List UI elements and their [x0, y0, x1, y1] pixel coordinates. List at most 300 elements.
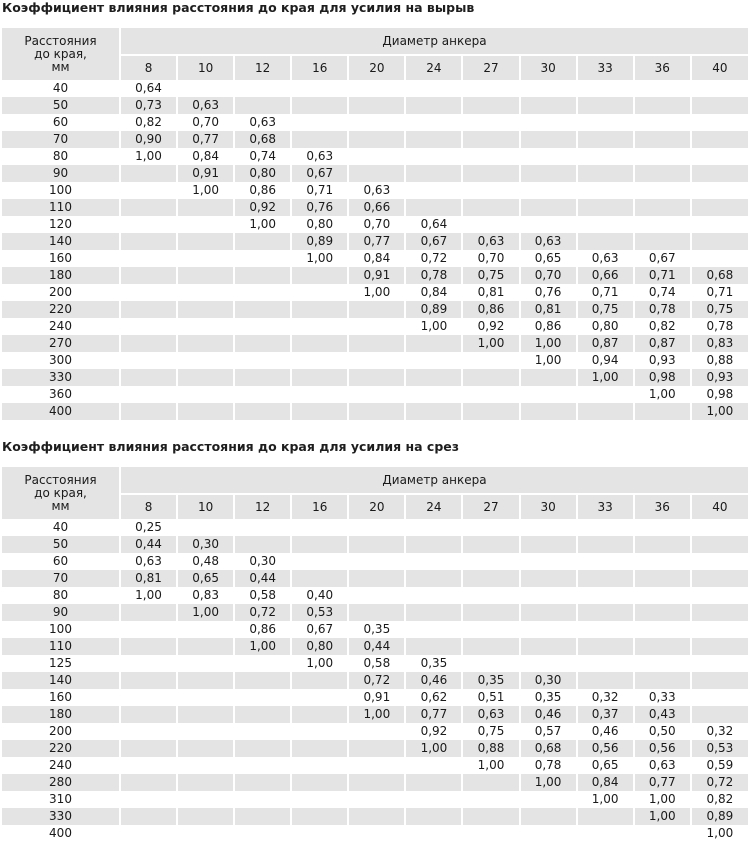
coefficient-cell [577, 403, 634, 420]
coefficient-cell [691, 114, 748, 131]
coefficient-cell [120, 604, 177, 621]
coefficient-cell: 0,75 [462, 723, 519, 740]
coefficient-cell [120, 165, 177, 182]
coefficient-cell [462, 182, 519, 199]
coefficient-cell: 1,00 [462, 335, 519, 352]
coefficient-cell [234, 723, 291, 740]
edge-distance-cell: 120 [2, 216, 120, 233]
coefficient-cell [291, 706, 348, 723]
coefficient-cell [691, 148, 748, 165]
coefficient-cell [177, 791, 234, 808]
coefficient-cell: 0,33 [634, 689, 691, 706]
coefficient-cell [348, 808, 405, 825]
coefficient-cell: 0,93 [691, 369, 748, 386]
coefficient-cell [691, 655, 748, 672]
coefficient-cell [462, 553, 519, 570]
table-row [2, 757, 748, 774]
coefficient-cell [462, 369, 519, 386]
coefficient-cell: 1,00 [691, 825, 748, 842]
edge-distance-cell: 110 [2, 638, 120, 655]
coefficient-cell [348, 369, 405, 386]
coefficient-cell: 0,82 [691, 791, 748, 808]
coefficient-cell [291, 672, 348, 689]
coefficient-cell [520, 216, 577, 233]
coefficient-cell [405, 97, 462, 114]
coefficient-cell [291, 335, 348, 352]
coefficient-cell: 0,80 [291, 638, 348, 655]
coefficient-cell [405, 114, 462, 131]
diameter-header-cell: 24 [405, 494, 462, 519]
coefficient-cell [462, 536, 519, 553]
coefficient-cell: 0,53 [691, 740, 748, 757]
coefficient-cell: 0,86 [462, 301, 519, 318]
coefficient-cell [120, 216, 177, 233]
coefficient-cell [691, 672, 748, 689]
coefficient-cell: 1,00 [405, 318, 462, 335]
table-row [2, 621, 748, 638]
edge-distance-cell: 180 [2, 267, 120, 284]
coefficient-cell: 0,71 [691, 284, 748, 301]
coefficient-cell [291, 318, 348, 335]
coefficient-cell: 0,65 [177, 570, 234, 587]
coefficient-cell [520, 182, 577, 199]
coefficient-cell: 0,68 [520, 740, 577, 757]
coefficient-cell: 0,62 [405, 689, 462, 706]
coefficient-cell: 0,93 [634, 352, 691, 369]
diameter-header-cell: 27 [462, 494, 519, 519]
coefficient-cell [634, 621, 691, 638]
coefficient-cell [177, 621, 234, 638]
coefficient-cell: 0,67 [291, 621, 348, 638]
table-row [2, 182, 748, 199]
coefficient-cell [691, 250, 748, 267]
coefficient-cell [462, 114, 519, 131]
coefficient-cell [405, 165, 462, 182]
edge-distance-cell: 140 [2, 233, 120, 250]
coefficient-cell: 0,46 [405, 672, 462, 689]
coefficient-cell [577, 825, 634, 842]
coefficient-cell [462, 352, 519, 369]
coefficient-cell [348, 587, 405, 604]
coefficient-cell [120, 638, 177, 655]
coefficient-cell [234, 655, 291, 672]
coefficient-cell: 0,81 [462, 284, 519, 301]
coefficient-cell [520, 570, 577, 587]
coefficient-cell [691, 165, 748, 182]
coefficient-cell [234, 335, 291, 352]
edge-distance-cell: 50 [2, 536, 120, 553]
coefficient-cell [234, 97, 291, 114]
table-row [2, 791, 748, 808]
coefficient-cell [348, 165, 405, 182]
table-row [2, 519, 748, 536]
coefficient-cell [691, 587, 748, 604]
coefficient-cell [691, 131, 748, 148]
coefficient-cell [291, 570, 348, 587]
table-row [2, 267, 748, 284]
table-row [2, 672, 748, 689]
coefficient-cell: 0,46 [520, 706, 577, 723]
coefficient-cell: 0,63 [520, 233, 577, 250]
coefficient-cell [577, 80, 634, 97]
coefficient-cell [462, 148, 519, 165]
coefficient-cell [405, 570, 462, 587]
coefficient-cell: 0,70 [348, 216, 405, 233]
edge-distance-cell: 90 [2, 604, 120, 621]
coefficient-cell [462, 604, 519, 621]
table-row [2, 199, 748, 216]
coefficient-cell [405, 757, 462, 774]
edge-distance-cell: 40 [2, 80, 120, 97]
coefficient-cell [234, 825, 291, 842]
coefficient-cell: 0,35 [462, 672, 519, 689]
coefficient-cell: 0,73 [120, 97, 177, 114]
coefficient-cell [120, 233, 177, 250]
coefficient-cell [520, 148, 577, 165]
shear-coefficient-table [2, 467, 748, 842]
coefficient-cell [177, 689, 234, 706]
coefficient-cell [348, 791, 405, 808]
coefficient-cell [234, 791, 291, 808]
edge-distance-cell: 70 [2, 570, 120, 587]
coefficient-cell: 0,58 [234, 587, 291, 604]
coefficient-cell [691, 216, 748, 233]
coefficient-cell: 0,89 [291, 233, 348, 250]
coefficient-cell: 0,68 [691, 267, 748, 284]
coefficient-cell: 1,00 [577, 791, 634, 808]
diameter-header-cell: 33 [577, 55, 634, 80]
coefficient-cell [691, 706, 748, 723]
coefficient-cell [405, 335, 462, 352]
coefficient-cell: 0,48 [177, 553, 234, 570]
coefficient-cell [577, 570, 634, 587]
table-row [2, 233, 748, 250]
coefficient-cell [291, 808, 348, 825]
coefficient-cell: 0,32 [691, 723, 748, 740]
coefficient-cell: 1,00 [520, 774, 577, 791]
coefficient-cell [462, 774, 519, 791]
table-row [2, 216, 748, 233]
coefficient-cell [120, 672, 177, 689]
coefficient-cell [291, 97, 348, 114]
coefficient-cell [577, 672, 634, 689]
coefficient-cell [405, 352, 462, 369]
table-row [2, 318, 748, 335]
coefficient-cell [405, 808, 462, 825]
diameter-header-cell: 10 [177, 494, 234, 519]
coefficient-cell [462, 165, 519, 182]
table-row [2, 165, 748, 182]
coefficient-cell [634, 536, 691, 553]
coefficient-cell: 0,53 [291, 604, 348, 621]
edge-distance-cell: 360 [2, 386, 120, 403]
coefficient-cell [405, 519, 462, 536]
coefficient-cell: 0,82 [634, 318, 691, 335]
edge-distance-cell: 100 [2, 182, 120, 199]
table-row [2, 369, 748, 386]
coefficient-cell [348, 97, 405, 114]
coefficient-cell: 1,00 [291, 250, 348, 267]
edge-distance-cell: 300 [2, 352, 120, 369]
edge-distance-cell: 200 [2, 723, 120, 740]
edge-distance-cell: 220 [2, 301, 120, 318]
diameter-header-cell: 8 [120, 55, 177, 80]
coefficient-cell [234, 386, 291, 403]
coefficient-cell: 1,00 [634, 386, 691, 403]
corner-line-1: Расстояния [24, 472, 97, 487]
coefficient-cell [177, 774, 234, 791]
coefficient-cell [634, 672, 691, 689]
coefficient-cell: 0,72 [405, 250, 462, 267]
coefficient-cell [462, 570, 519, 587]
coefficient-cell: 0,72 [348, 672, 405, 689]
coefficient-cell [577, 621, 634, 638]
coefficient-cell: 0,40 [291, 587, 348, 604]
edge-distance-cell: 70 [2, 131, 120, 148]
corner-line-2: до края, [34, 485, 87, 500]
coefficient-cell [234, 284, 291, 301]
coefficient-cell: 0,84 [577, 774, 634, 791]
coefficient-cell [405, 791, 462, 808]
coefficient-cell: 0,92 [462, 318, 519, 335]
coefficient-cell: 0,63 [634, 757, 691, 774]
coefficient-cell [405, 131, 462, 148]
coefficient-cell: 0,70 [177, 114, 234, 131]
table-row [2, 403, 748, 420]
coefficient-cell [291, 723, 348, 740]
coefficient-cell [177, 386, 234, 403]
coefficient-cell: 0,75 [691, 301, 748, 318]
coefficient-cell [462, 791, 519, 808]
table-row [2, 740, 748, 757]
coefficient-cell: 0,78 [520, 757, 577, 774]
edge-distance-cell: 140 [2, 672, 120, 689]
edge-distance-cell: 220 [2, 740, 120, 757]
coefficient-cell [234, 318, 291, 335]
coefficient-cell: 0,98 [634, 369, 691, 386]
coefficient-cell [234, 706, 291, 723]
coefficient-cell [462, 403, 519, 420]
coefficient-cell: 0,90 [120, 131, 177, 148]
coefficient-cell: 0,70 [462, 250, 519, 267]
coefficient-cell [177, 655, 234, 672]
coefficient-cell [691, 80, 748, 97]
coefficient-cell: 1,00 [348, 706, 405, 723]
coefficient-cell: 0,67 [405, 233, 462, 250]
coefficient-cell: 0,84 [348, 250, 405, 267]
diameter-header-cell: 30 [520, 55, 577, 80]
coefficient-cell: 0,91 [348, 689, 405, 706]
coefficient-cell: 0,77 [177, 131, 234, 148]
coefficient-cell [634, 604, 691, 621]
pullout-coefficient-table [2, 28, 748, 420]
edge-distance-cell: 400 [2, 403, 120, 420]
coefficient-cell [348, 318, 405, 335]
coefficient-cell: 0,84 [405, 284, 462, 301]
coefficient-cell [348, 301, 405, 318]
coefficient-cell [177, 369, 234, 386]
corner-line-1: Расстояния [24, 33, 97, 48]
coefficient-cell [120, 791, 177, 808]
coefficient-cell: 0,64 [405, 216, 462, 233]
coefficient-cell [291, 791, 348, 808]
edge-distance-cell: 125 [2, 655, 120, 672]
coefficient-cell: 0,78 [634, 301, 691, 318]
coefficient-cell [120, 369, 177, 386]
table-row [2, 825, 748, 842]
coefficient-cell [120, 267, 177, 284]
coefficient-cell: 0,66 [348, 199, 405, 216]
coefficient-cell [577, 519, 634, 536]
coefficient-cell: 0,68 [234, 131, 291, 148]
corner-line-3: мм [51, 59, 70, 74]
coefficient-cell [405, 621, 462, 638]
coefficient-cell [177, 233, 234, 250]
coefficient-cell [691, 553, 748, 570]
coefficient-cell [634, 148, 691, 165]
coefficient-cell [177, 403, 234, 420]
table-row [2, 808, 748, 825]
coefficient-cell [520, 536, 577, 553]
coefficient-cell [291, 536, 348, 553]
coefficient-cell: 0,84 [177, 148, 234, 165]
coefficient-cell [120, 689, 177, 706]
coefficient-cell: 0,63 [348, 182, 405, 199]
coefficient-cell [462, 386, 519, 403]
coefficient-cell [348, 131, 405, 148]
coefficient-cell: 0,63 [462, 233, 519, 250]
coefficient-cell [520, 825, 577, 842]
diameter-header-cell: 36 [634, 55, 691, 80]
coefficient-cell [177, 352, 234, 369]
coefficient-cell: 0,91 [348, 267, 405, 284]
table-row [2, 301, 748, 318]
coefficient-cell: 0,82 [120, 114, 177, 131]
coefficient-cell [177, 757, 234, 774]
coefficient-cell: 0,77 [348, 233, 405, 250]
diameter-header-cell: 30 [520, 494, 577, 519]
coefficient-cell [120, 352, 177, 369]
edge-distance-cell: 160 [2, 689, 120, 706]
diameter-header-cell: 12 [234, 55, 291, 80]
coefficient-cell: 0,94 [577, 352, 634, 369]
coefficient-cell: 0,64 [120, 80, 177, 97]
coefficient-cell [405, 604, 462, 621]
coefficient-cell [462, 621, 519, 638]
coefficient-cell: 0,80 [291, 216, 348, 233]
table-row [2, 655, 748, 672]
coefficient-cell [634, 216, 691, 233]
table-row [2, 284, 748, 301]
coefficient-cell [177, 301, 234, 318]
coefficient-cell: 0,50 [634, 723, 691, 740]
edge-distance-cell: 40 [2, 519, 120, 536]
coefficient-cell [234, 250, 291, 267]
coefficient-cell [234, 369, 291, 386]
coefficient-cell: 0,46 [577, 723, 634, 740]
coefficient-cell [291, 825, 348, 842]
coefficient-cell: 0,67 [291, 165, 348, 182]
shear-table-body [2, 519, 748, 842]
coefficient-cell [691, 199, 748, 216]
coefficient-cell [348, 536, 405, 553]
coefficient-cell: 0,37 [577, 706, 634, 723]
coefficient-cell [462, 216, 519, 233]
coefficient-cell [405, 386, 462, 403]
diameter-header-cell: 20 [348, 55, 405, 80]
coefficient-cell [691, 604, 748, 621]
coefficient-cell [234, 403, 291, 420]
coefficient-cell [462, 825, 519, 842]
coefficient-cell [405, 369, 462, 386]
coefficient-cell: 0,75 [577, 301, 634, 318]
coefficient-cell [634, 182, 691, 199]
table-row [2, 250, 748, 267]
coefficient-cell [177, 825, 234, 842]
coefficient-cell [520, 403, 577, 420]
diameter-header-cell: 20 [348, 494, 405, 519]
coefficient-cell [691, 233, 748, 250]
edge-distance-cell: 240 [2, 757, 120, 774]
coefficient-cell: 0,30 [177, 536, 234, 553]
table-row [2, 148, 748, 165]
coefficient-cell [634, 80, 691, 97]
coefficient-cell: 0,81 [120, 570, 177, 587]
coefficient-cell [234, 689, 291, 706]
coefficient-cell [291, 284, 348, 301]
edge-distance-header [2, 467, 120, 519]
coefficient-cell [177, 80, 234, 97]
coefficient-cell: 1,00 [120, 587, 177, 604]
table-row [2, 536, 748, 553]
coefficient-cell: 0,83 [177, 587, 234, 604]
table-row [2, 335, 748, 352]
coefficient-cell: 0,67 [634, 250, 691, 267]
diameter-header-cell: 24 [405, 55, 462, 80]
coefficient-cell [691, 621, 748, 638]
coefficient-cell [234, 536, 291, 553]
coefficient-cell: 0,65 [577, 757, 634, 774]
coefficient-cell [462, 587, 519, 604]
table-row [2, 114, 748, 131]
edge-distance-cell: 280 [2, 774, 120, 791]
edge-distance-cell: 180 [2, 706, 120, 723]
table-row [2, 689, 748, 706]
coefficient-cell: 0,63 [177, 97, 234, 114]
coefficient-cell: 0,74 [634, 284, 691, 301]
coefficient-cell [691, 519, 748, 536]
edge-distance-cell: 400 [2, 825, 120, 842]
coefficient-cell [291, 689, 348, 706]
coefficient-cell [634, 638, 691, 655]
coefficient-cell: 0,30 [234, 553, 291, 570]
coefficient-cell [120, 723, 177, 740]
coefficient-cell [691, 638, 748, 655]
coefficient-cell [348, 114, 405, 131]
coefficient-cell [120, 403, 177, 420]
pullout-table-body [2, 80, 748, 420]
coefficient-cell: 1,00 [291, 655, 348, 672]
coefficient-cell [291, 774, 348, 791]
coefficient-cell [348, 740, 405, 757]
coefficient-cell [405, 553, 462, 570]
coefficient-cell: 0,44 [234, 570, 291, 587]
coefficient-cell: 0,71 [577, 284, 634, 301]
coefficient-cell [634, 114, 691, 131]
coefficient-cell [634, 655, 691, 672]
coefficient-cell: 0,75 [462, 267, 519, 284]
table-row [2, 706, 748, 723]
